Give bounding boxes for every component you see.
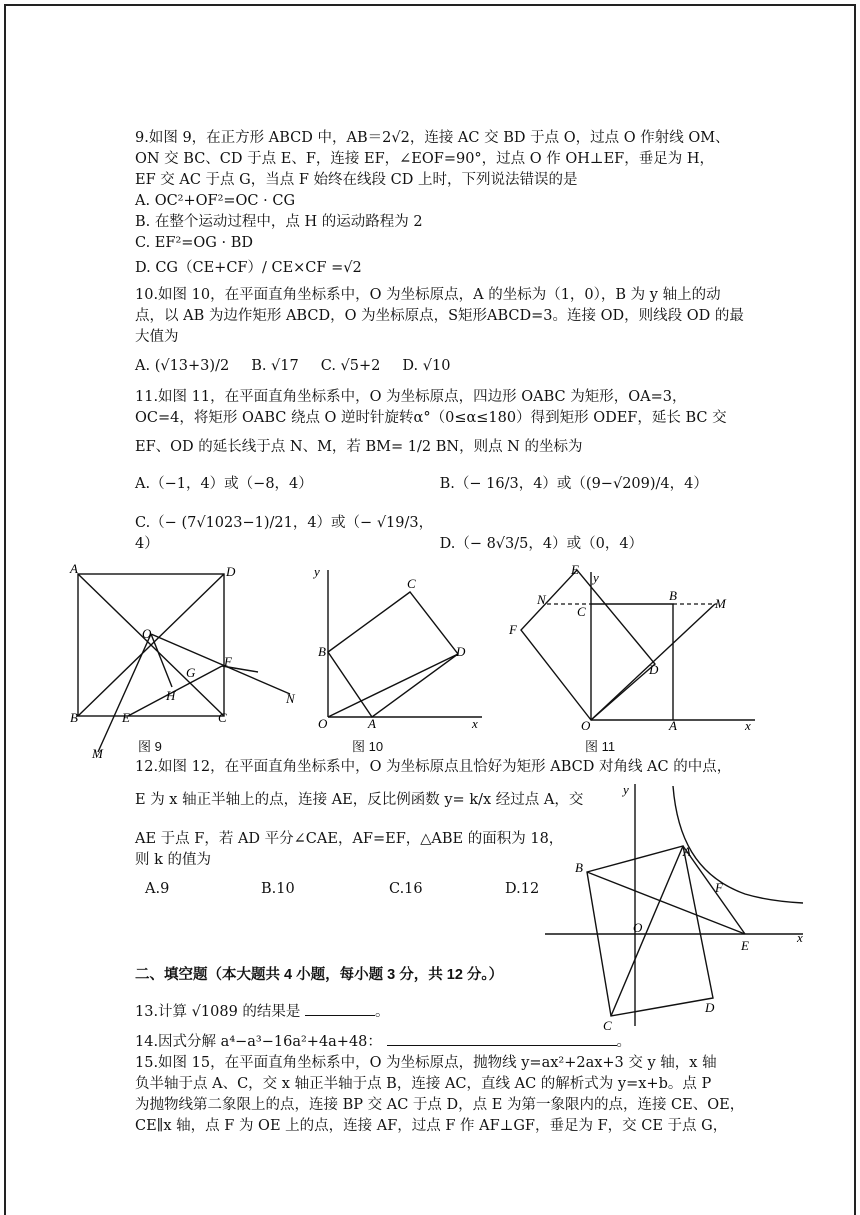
svg-text:O: O: [318, 716, 328, 731]
svg-text:y: y: [314, 564, 320, 579]
svg-text:E: E: [571, 562, 579, 577]
svg-text:O: O: [581, 718, 591, 733]
svg-text:C: C: [407, 576, 416, 591]
q11-stem-2: OC=4，将矩形 OABC 绕点 O 逆时针旋转α°（0≤α≤180）得到矩形 ODEF，延长 BC 交: [135, 410, 727, 426]
svg-text:D: D: [649, 662, 659, 677]
q11-option-c: C.（− (7√1023−1)/21，4）或（− √19/3，4）: [135, 515, 434, 552]
svg-text:A: A: [70, 562, 78, 576]
svg-text:C: C: [218, 710, 227, 725]
svg-text:O: O: [142, 626, 152, 641]
q13-answer-blank[interactable]: [305, 1001, 375, 1016]
svg-text:y: y: [593, 570, 599, 585]
section-2-heading: 二、填空题（本大题共 4 小题，每小题 3 分，共 12 分。）: [135, 967, 504, 983]
svg-text:F: F: [224, 654, 232, 669]
question-14: [135, 1031, 825, 1053]
q9-option-d: D. CG（CE+CF）/ CE×CF =√2: [135, 260, 362, 276]
svg-text:B: B: [669, 588, 677, 603]
q11-stem-1: 11.如图 11，在平面直角坐标系中，O 为坐标原点，四边形 OABC 为矩形，OA=3，: [135, 389, 687, 405]
q12-stem-3: AE 于点 F，若 AD 平分∠CAE，AF=EF，△ABE 的面积为 18，: [135, 831, 564, 847]
svg-text:O: O: [633, 920, 643, 935]
q15-stem-2: 负半轴于点 A、C，交 x 轴正半轴于点 B，连接 AC，直线 AC 的解析式为 y=x+b。点 P: [135, 1076, 712, 1092]
q12-option-c: C.16: [389, 881, 423, 897]
exam-content: [135, 128, 825, 555]
svg-text:E: E: [122, 710, 130, 725]
svg-text:C: C: [577, 604, 586, 619]
q15-stem-4: CE∥x 轴，点 F 为 OE 上的点，连接 AF，过点 F 作 AF⊥GF，垂足为 F，交 CE 于点 G，: [135, 1118, 728, 1134]
svg-text:E: E: [741, 938, 749, 953]
svg-text:A: A: [669, 718, 677, 733]
svg-text:M: M: [715, 596, 726, 611]
q9-option-a: A. OC²+OF²=OC · CG: [135, 193, 296, 209]
q12-stem-1: 12.如图 12，在平面直角坐标系中，O 为坐标原点且恰好为矩形 ABCD 对角线 AC 的中点，: [135, 759, 732, 775]
svg-text:B: B: [575, 860, 583, 875]
svg-text:D: D: [705, 1000, 715, 1015]
svg-text:D: D: [226, 564, 236, 579]
figure-11: [505, 562, 765, 737]
fig9-caption: 图 9: [138, 739, 162, 754]
q9-option-c: C. EF²=OG · BD: [135, 235, 253, 251]
q14-period: 。: [616, 1034, 632, 1050]
q12-stem-2: E 为 x 轴正半轴上的点，连接 AE，反比例函数 y= k/x 经过点 A，交: [135, 792, 584, 808]
q10-option-a: A. (√13+3)/2: [135, 358, 230, 374]
svg-text:H: H: [166, 688, 176, 703]
q15-stem-3: 为抛物线第二象限上的点，连接 BP 交 AC 于点 D，点 E 为第一象限内的点，连接 CE、OE，: [135, 1097, 745, 1113]
question-10: [135, 285, 825, 377]
question-15: [135, 1053, 825, 1137]
question-11: [135, 387, 825, 555]
svg-text:B: B: [70, 710, 78, 725]
q12-option-d: D.12: [505, 881, 540, 897]
fig11-caption: 图 11: [585, 739, 616, 754]
section-fill-in: [135, 965, 825, 1137]
q13-text: 13.计算 √1089 的结果是: [135, 1004, 301, 1020]
q12-stem-4: 则 k 的值为: [135, 852, 212, 868]
svg-text:B: B: [318, 644, 326, 659]
question-13: [135, 1001, 825, 1023]
svg-text:F: F: [509, 622, 517, 637]
svg-text:G: G: [186, 665, 196, 680]
svg-text:C: C: [603, 1018, 612, 1033]
q9-stem-1: 9.如图 9，在正方形 ABCD 中，AB＝2√2，连接 AC 交 BD 于点 O，过点 O 作射线 OM、: [135, 130, 730, 146]
q10-options: [135, 356, 825, 377]
q10-stem-1: 10.如图 10，在平面直角坐标系中，O 为坐标原点，A 的坐标为（1，0），B 为 y 轴上的动: [135, 287, 721, 303]
q14-answer-blank[interactable]: [387, 1031, 617, 1046]
svg-text:x: x: [745, 718, 751, 733]
q10-stem-3: 大值为: [135, 329, 179, 345]
q11-option-a: A.（−1，4）或（−8，4）: [135, 476, 313, 492]
q9-option-b: B. 在整个运动过程中，点 H 的运动路程为 2: [135, 214, 423, 230]
figure-9: [68, 562, 308, 762]
q10-stem-2: 点，以 AB 为边作矩形 ABCD，O 为坐标原点，S矩形ABCD=3。连接 OD，则线段 OD 的最: [135, 308, 744, 324]
figure-10: [310, 562, 490, 732]
svg-text:N: N: [286, 691, 295, 706]
q12-option-a: A.9: [145, 881, 170, 897]
svg-text:D: D: [456, 644, 466, 659]
q15-stem-1: 15.如图 15，在平面直角坐标系中，O 为坐标原点，抛物线 y=ax²+2ax+3 交 y 轴，x 轴: [135, 1055, 717, 1071]
q11-options-row-2: [135, 513, 825, 555]
svg-text:A: A: [683, 844, 691, 859]
svg-text:A: A: [368, 716, 376, 731]
q11-option-d: D.（− 8√3/5，4）或（0，4）: [439, 536, 644, 552]
q11-option-b: B.（− 16/3，4）或（(9−√209)/4，4）: [439, 476, 708, 492]
q13-period: 。: [375, 1004, 390, 1020]
q10-option-b: B. √17: [251, 358, 299, 374]
q11-stem-3: EF、OD 的延长线于点 N、M，若 BM= 1/2 BN，则点 N 的坐标为: [135, 439, 583, 455]
svg-text:x: x: [472, 716, 478, 731]
svg-text:N: N: [537, 592, 546, 607]
q12-option-b: B.10: [261, 881, 295, 897]
q10-option-c: C. √5+2: [320, 358, 381, 374]
q14-text: 14.因式分解 a⁴−a³−16a²+4a+48：: [135, 1034, 382, 1050]
svg-text:M: M: [92, 746, 103, 761]
svg-text:x: x: [797, 930, 803, 945]
svg-text:F: F: [715, 880, 723, 895]
fig10-caption: 图 10: [352, 739, 384, 754]
q11-options-row-1: [135, 474, 825, 495]
q9-stem-2: ON 交 BC、CD 于点 E、F，连接 EF，∠EOF=90°，过点 O 作 OH⊥EF，垂足为 H，: [135, 151, 714, 167]
question-9: [135, 128, 825, 279]
q9-stem-3: EF 交 AC 于点 G，当点 F 始终在线段 CD 上时，下列说法错误的是: [135, 172, 578, 188]
q10-option-d: D. √10: [402, 358, 451, 374]
svg-text:y: y: [623, 782, 629, 797]
